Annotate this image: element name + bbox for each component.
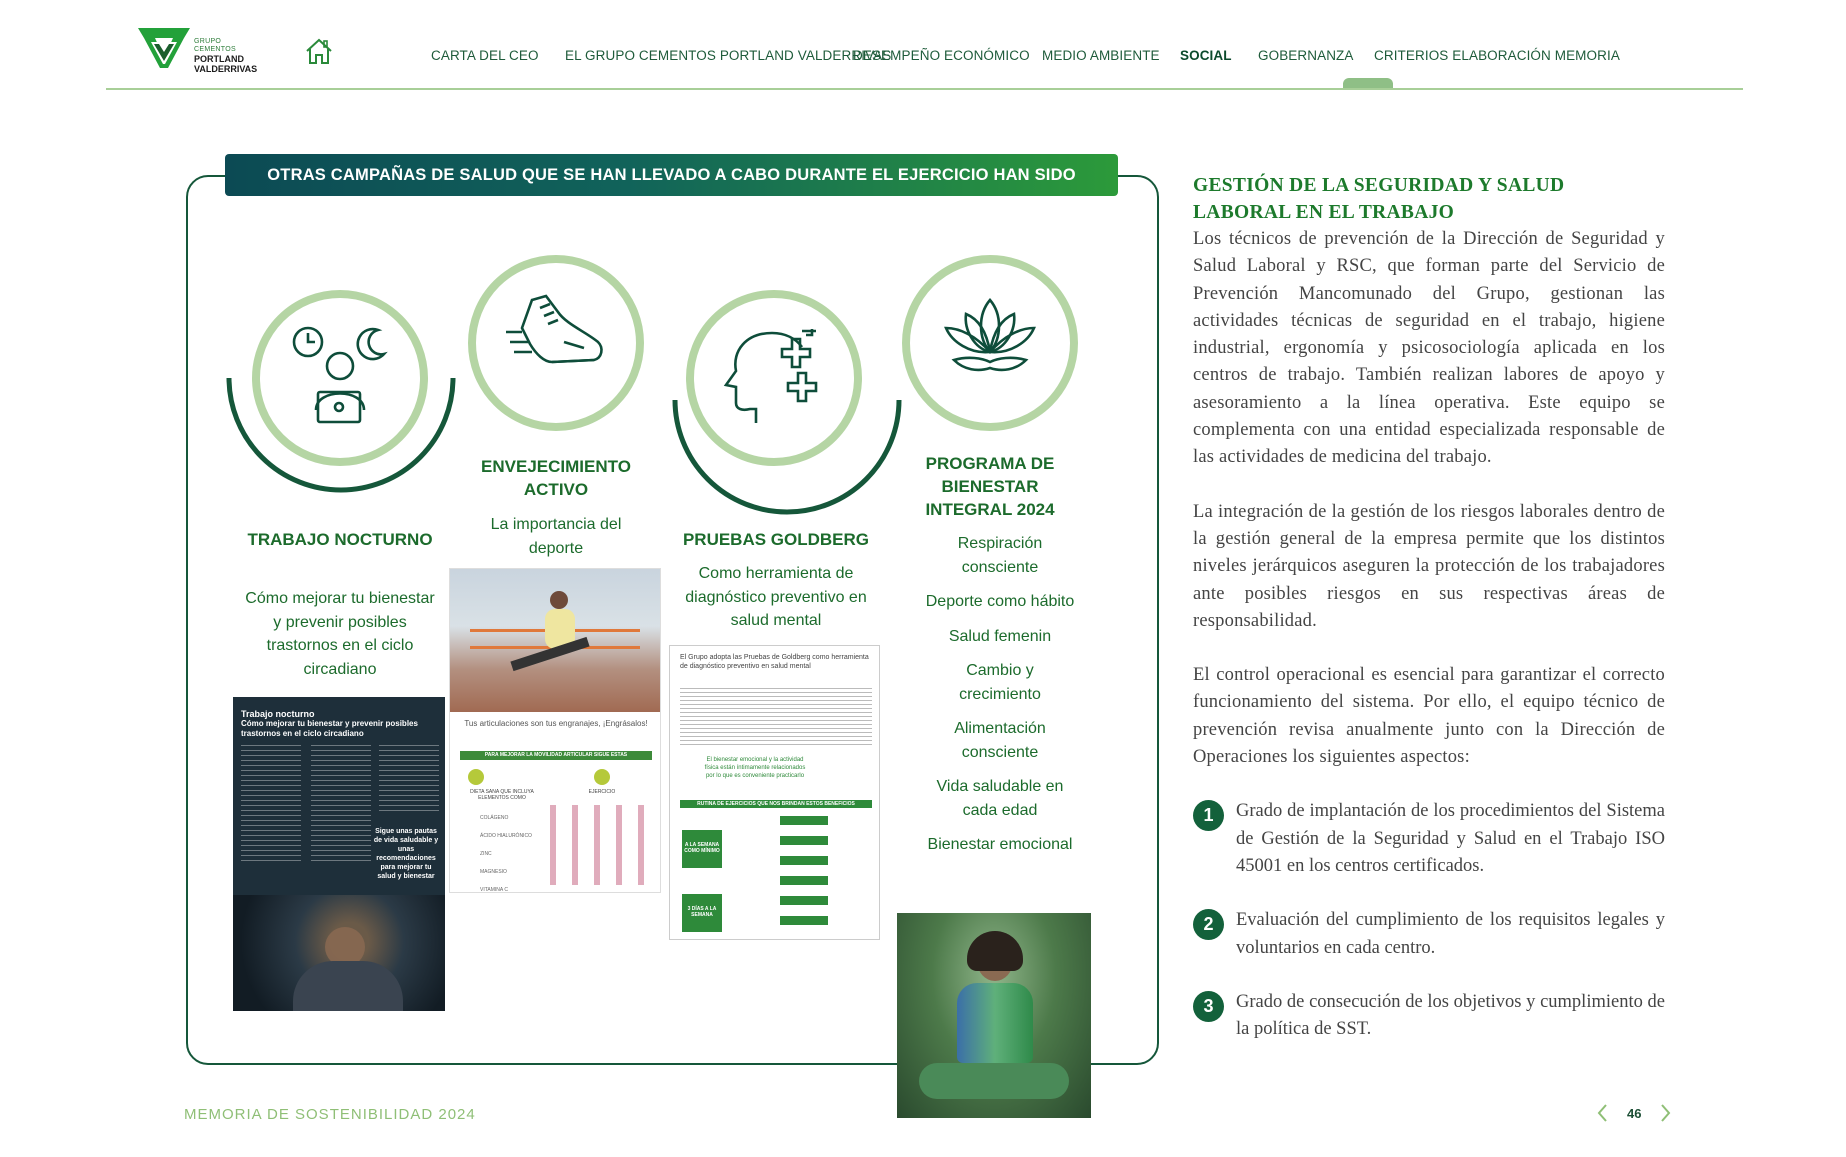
wellbeing-program-list bbox=[925, 532, 1075, 868]
poster-sport-foods bbox=[480, 809, 550, 893]
campaign-title-night-work: TRABAJO NOCTURNO bbox=[247, 530, 433, 549]
food-item: ZINC bbox=[480, 851, 492, 857]
poster-goldberg-bar: RUTINA DE EJERCICIOS QUE NOS BRINDAN ESTOS BENEFICIOS bbox=[680, 800, 872, 808]
paragraph-2: La integración de la gestión de los riesgos laborales dentro de la gestión general de la empresa permite que los distintos niveles jerárquicos aseguren la protección de los trabajadores ante posibles riesgos en sus respectivas áreas de responsabilidad. bbox=[1193, 501, 1665, 631]
wellbeing-item: Bienestar emocional bbox=[927, 836, 1073, 853]
poster-sport-caption: Tus articulaciones son tus engranajes, ¡Engrásalos! bbox=[464, 719, 648, 728]
wellbeing-item: Salud femenin bbox=[948, 627, 1052, 645]
campaign-title-active-aging: ENVEJECIMIENTO ACTIVO bbox=[481, 457, 631, 499]
list-number-badge: 1 bbox=[1193, 800, 1224, 831]
active-nav-indicator bbox=[1343, 78, 1393, 88]
page-navigation bbox=[1593, 1101, 1675, 1125]
footer-report-title: MEMORIA DE SOSTENIBILIDAD 2024 bbox=[184, 1106, 476, 1123]
campaign-text-night-work: Cómo mejorar tu bienestar y prevenir posibles trastornos en el ciclo circadiano bbox=[245, 590, 435, 678]
poster-goldberg-box2: 3 DÍAS A LA SEMANA bbox=[682, 894, 722, 932]
page-number: 46 bbox=[1627, 1105, 1642, 1121]
food-item: ÁCIDO HIALURÓNICO bbox=[480, 833, 532, 839]
next-page-icon[interactable] bbox=[1655, 1101, 1675, 1125]
food-item: MAGNESIO bbox=[480, 869, 507, 875]
night-work-poster bbox=[233, 697, 445, 1011]
poster-sport-col2: EJERCICIO bbox=[588, 789, 616, 795]
paragraph-3: El control operacional es esencial para garantizar el correcto funcionamiento del sistema. Por ello, el equipo técnico de prevención revisa anualmente junto con la Dirección de Operaciones los siguientes aspectos: bbox=[1193, 665, 1665, 768]
list-item-text: Evaluación del cumplimiento de los requisitos legales y voluntarios en cada centro. bbox=[1236, 910, 1665, 958]
campaign-text-goldberg: Como herramienta de diagnóstico preventivo en salud mental bbox=[685, 565, 867, 629]
nav-desempeno-economico[interactable]: DESEMPEÑO ECONÓMICO bbox=[853, 48, 1030, 63]
top-navigation-bar bbox=[106, 0, 1743, 90]
nav-criterios-elaboracion-memoria[interactable]: CRITERIOS ELABORACIÓN MEMORIA bbox=[1374, 48, 1620, 63]
logo-text bbox=[194, 38, 257, 74]
running-shoe-icon bbox=[504, 292, 608, 401]
poster-goldberg-box1: A LA SEMANA COMO MÍNIMO bbox=[682, 830, 722, 868]
company-logo[interactable] bbox=[138, 24, 278, 74]
list-item-text: Grado de consecución de los objetivos y cumplimiento de la política de SST. bbox=[1236, 991, 1665, 1040]
poster-sport-bar: PARA MEJORAR LA MOVILIDAD ARTICULAR SIGUE ESTAS RECOMENDACIONES bbox=[460, 751, 652, 760]
food-item: VITAMINA C bbox=[480, 887, 508, 893]
campaign-text-active-aging: La importancia del deporte bbox=[490, 516, 622, 557]
campaign-title-wellbeing: PROGRAMA DE BIENESTAR INTEGRAL 2024 bbox=[925, 454, 1055, 519]
list-item-1 bbox=[1193, 798, 1665, 880]
food-item: COLÁGENO bbox=[480, 815, 509, 821]
wellbeing-item: Deporte como hábito bbox=[925, 593, 1075, 610]
right-text-column bbox=[1193, 172, 1665, 1070]
wellbeing-item: Cambio y crecimiento bbox=[959, 662, 1041, 703]
list-item-text: Grado de implantación de los procedimientos del Sistema de Gestión de la Seguridad y Salud en el Trabajo ISO 45001 en los centros certificados. bbox=[1236, 801, 1665, 876]
mental-health-head-icon bbox=[722, 325, 826, 434]
wellbeing-item: Respiración consciente bbox=[957, 535, 1043, 576]
wellbeing-item: Alimentación consciente bbox=[954, 720, 1046, 761]
section-title: GESTIÓN DE LA SEGURIDAD Y SALUD LABORAL EN EL TRABAJO bbox=[1193, 175, 1565, 223]
night-work-icon bbox=[288, 322, 392, 431]
nav-medio-ambiente[interactable]: MEDIO AMBIENTE bbox=[1042, 48, 1160, 63]
campaigns-banner: OTRAS CAMPAÑAS DE SALUD QUE SE HAN LLEVADO A CABO DURANTE EL EJERCICIO HAN SIDO bbox=[225, 154, 1118, 196]
campaign-title-goldberg: PRUEBAS GOLDBERG bbox=[682, 530, 870, 549]
nav-social[interactable]: SOCIAL bbox=[1180, 48, 1232, 63]
logo-line-4: VALDERRIVAS bbox=[194, 64, 258, 74]
poster-goldberg-headline: El Grupo adopta las Pruebas de Goldberg como herramienta de diagnóstico preventivo en salud mental bbox=[680, 654, 869, 670]
active-aging-poster bbox=[449, 568, 661, 893]
nav-gobernanza[interactable]: GOBERNANZA bbox=[1258, 48, 1354, 63]
logo-line-2: CEMENTOS bbox=[194, 46, 236, 53]
poster-goldberg-quote: El bienestar emocional y la actividad física están íntimamente relacionados por lo que es conveniente practicarlo bbox=[704, 757, 806, 779]
meditation-photo bbox=[897, 913, 1091, 1118]
list-item-3 bbox=[1193, 989, 1665, 1044]
nav-el-grupo[interactable]: EL GRUPO CEMENTOS PORTLAND VALDERRIVAS bbox=[565, 48, 892, 63]
logo-mark-icon bbox=[138, 24, 190, 68]
poster-night-title: Trabajo nocturno bbox=[241, 709, 315, 719]
logo-line-3: PORTLAND bbox=[194, 54, 244, 64]
paragraph-1: Los técnicos de prevención de la Dirección de Seguridad y Salud Laboral y RSC, que forman parte del Servicio de Prevención Mancomunado del Grupo, gestionan las actividades técnicas de seguridad en el trabajo, higiene industrial, ergonomía y psicosociología aplicada en los centros de trabajo. También realizan labores de apoyo y asesoramiento a la línea operativa. Este equipo se complementa con una entidad especializada responsable de las actividades de medicina del trabajo. bbox=[1193, 229, 1665, 468]
list-number-badge: 3 bbox=[1193, 991, 1224, 1022]
previous-page-icon[interactable] bbox=[1593, 1101, 1613, 1125]
goldberg-poster bbox=[669, 645, 880, 940]
wellbeing-item: Vida saludable en cada edad bbox=[936, 778, 1064, 819]
poster-night-subtitle: Cómo mejorar tu bienestar y prevenir posibles trastornos en el ciclo circadiano bbox=[241, 719, 418, 738]
poster-night-quote: Sigue unas pautas de vida saludable y unas recomendaciones para mejorar tu salud y bienestar bbox=[373, 828, 439, 880]
list-item-2 bbox=[1193, 907, 1665, 962]
nav-carta-del-ceo[interactable]: CARTA DEL CEO bbox=[431, 48, 539, 63]
poster-sport-col1: DIETA SANA QUE INCLUYA ELEMENTOS COMO bbox=[470, 789, 534, 801]
list-number-badge: 2 bbox=[1193, 909, 1224, 940]
lotus-icon bbox=[938, 290, 1042, 399]
home-icon[interactable] bbox=[304, 36, 334, 66]
logo-line-1: GRUPO bbox=[194, 38, 222, 45]
